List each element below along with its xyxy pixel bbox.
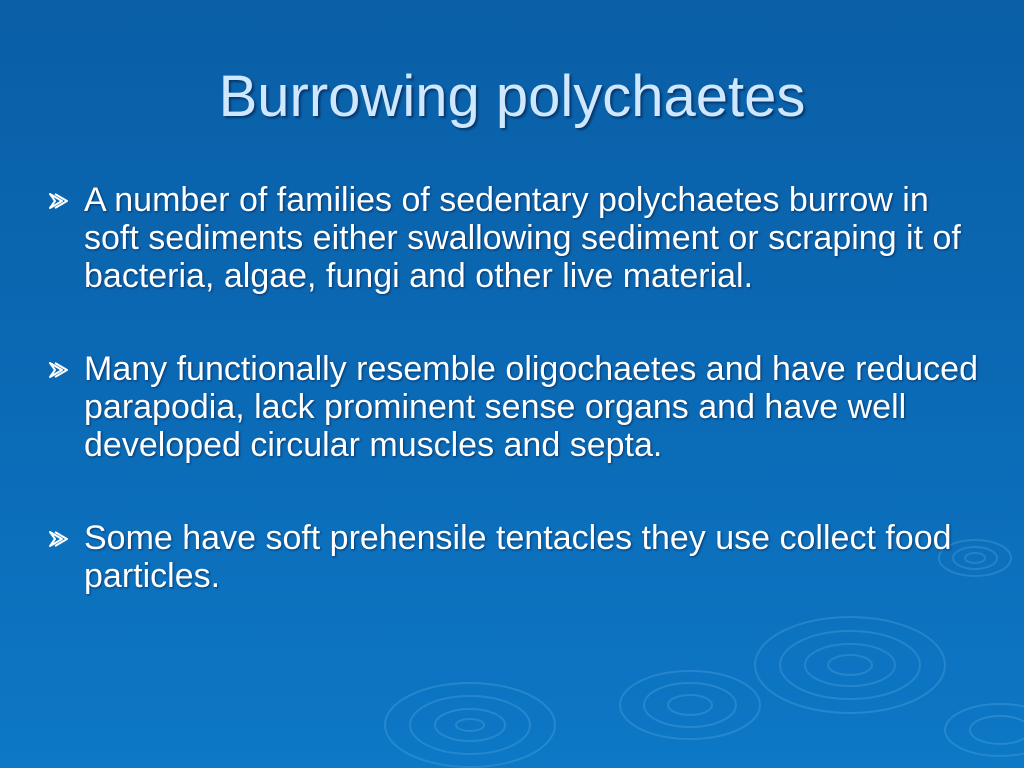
arrow-bullet-icon bbox=[48, 530, 70, 548]
bullet-item bbox=[44, 519, 984, 595]
slide-title: Burrowing polychaetes bbox=[218, 64, 806, 129]
bullet-item bbox=[44, 350, 984, 464]
arrow-bullet-icon bbox=[48, 192, 70, 210]
bullet-text: Some have soft prehensile tentacles they use collect food particles. bbox=[84, 519, 952, 595]
bullet-list bbox=[44, 181, 984, 595]
bullet-text: A number of families of sedentary polychaetes burrow in soft sediments either swallowing sediment or scraping it of bacteria, algae, fungi and other live material. bbox=[84, 181, 961, 295]
bullet-text: Many functionally resemble oligochaetes and have reduced parapodia, lack prominent sense organs and have well developed circular muscles and septa. bbox=[84, 350, 978, 464]
bullet-item bbox=[44, 181, 984, 295]
arrow-bullet-icon bbox=[48, 361, 70, 379]
